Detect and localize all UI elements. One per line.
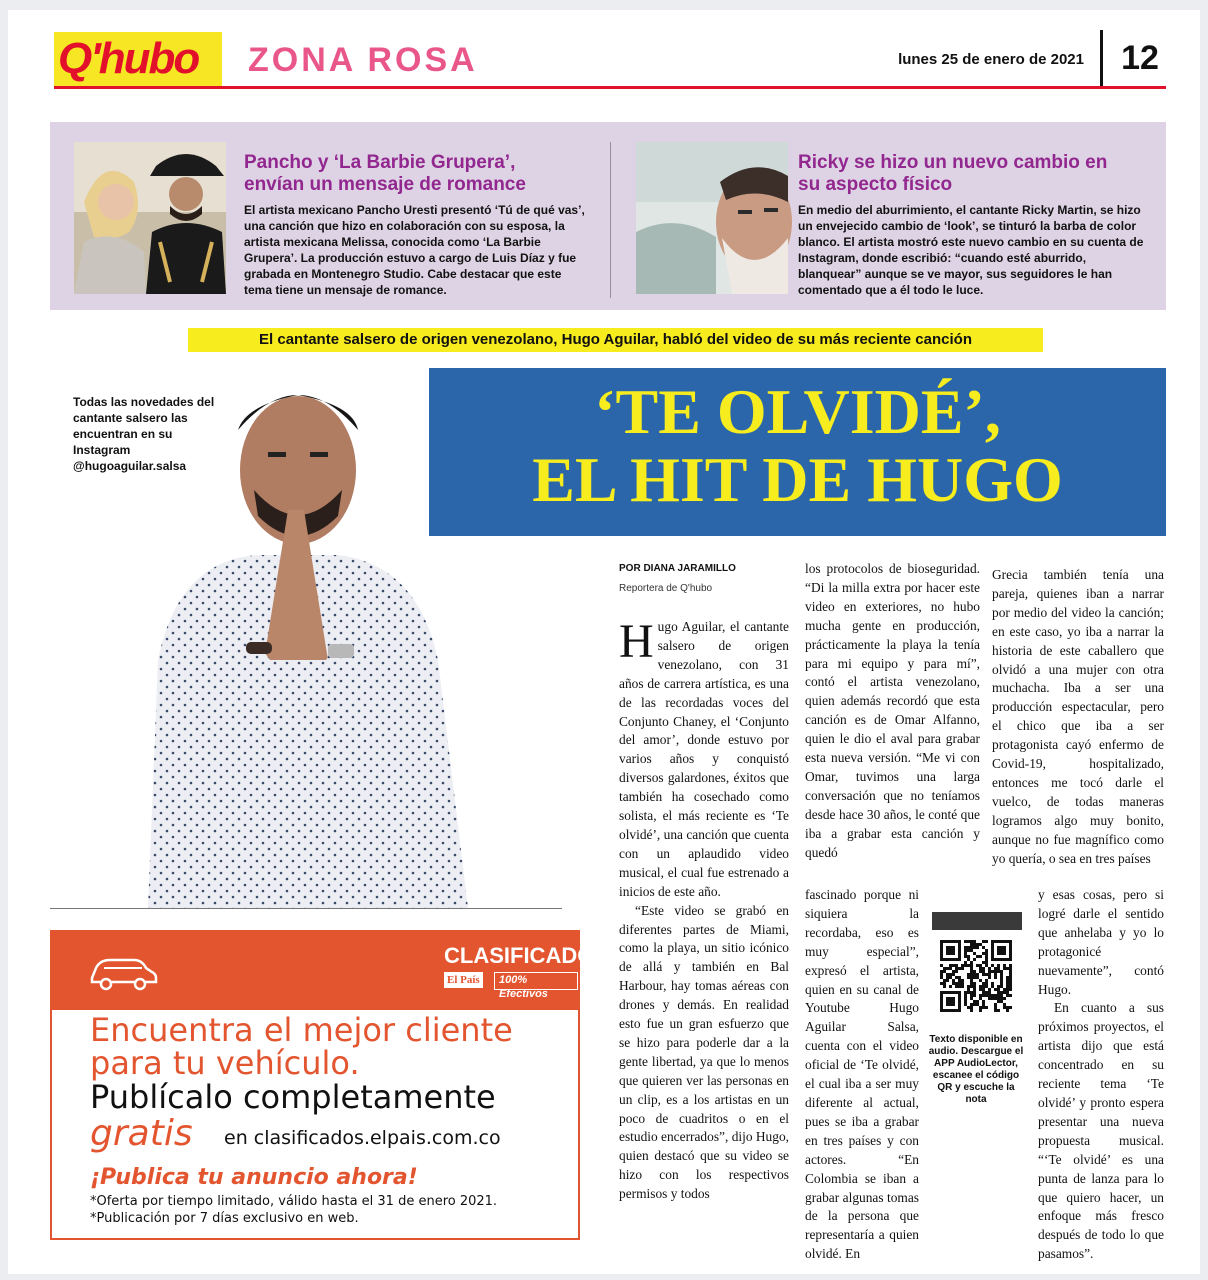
ricky-martin-photo bbox=[636, 142, 788, 294]
headline-box bbox=[429, 368, 1166, 536]
qr-header-bar bbox=[932, 912, 1022, 930]
ad-url[interactable]: en clasificados.elpais.com.co bbox=[224, 1127, 501, 1149]
qhubo-logo bbox=[54, 32, 222, 86]
briefs-divider bbox=[610, 142, 611, 298]
headline-line-2: EL HIT DE HUGO bbox=[532, 444, 1063, 515]
ad-brand-tagline: 100% Efectivos bbox=[494, 972, 578, 990]
headline-line-1: ‘TE OLVIDÉ’, bbox=[594, 376, 1001, 447]
ad-subheadline: Publícalo completamente bbox=[90, 1078, 496, 1116]
article-column-2-top bbox=[805, 560, 980, 888]
brief-2-text: En medio del aburrimiento, el cantante Ricky Martin, se hizo un envejecido cambio de ‘look’, se tinturó la barba de color blanco. El artista mostró este nuevo cambio en su cuenta de Instagram, donde escribió: “cuando esté aburrido, blanquear” aunque se ve mayor, sus seguidores le han comentado que a él todo le luce. bbox=[798, 203, 1144, 297]
newspaper-page bbox=[8, 10, 1200, 1274]
photo-caption: Todas las novedades del cantante salsero las encuentran en su Instagram @hugoaguilar.salsa bbox=[73, 395, 215, 473]
article-paragraph: y esas cosas, pero si logré darle el sentido que anhelaba y yo lo protagonicé nuevamente”, contó Hugo. bbox=[1038, 887, 1164, 997]
news-briefs-box bbox=[50, 122, 1166, 310]
qr-code[interactable] bbox=[940, 940, 1012, 1012]
ad-brand-elpais: El País bbox=[444, 972, 483, 988]
byline-name: POR DIANA JARAMILLO bbox=[619, 563, 736, 574]
brief-1-text: El artista mexicano Pancho Uresti presentó ‘Tú de qué vas’, una canción que hizo en colaboración con su esposa, la artista mexicana Melissa, conocida como ‘La Barbie Grupera’. La producción estuvo a cargo de Luis Díaz y fue grabada en Montenegro Studio. Cabe destacar que este tema tiene un mensaje de romance. bbox=[244, 203, 585, 297]
ad-headline: Encuentra el mejor cliente para tu vehículo. bbox=[90, 1011, 513, 1082]
article-paragraph: Grecia también tenía una pareja, quienes iban a narrar por medio del video la canción; en este caso, yo iba a narrar la historia de este caballero que olvidó a una mujer con otra muchacha. Iba a ser una producción espectacular, pero el chico que iba a ser protagonista cayó enfermo de Covid-19, hospitalizado, entonces me tocó darle el vuelco, de todas maneras logramos algo muy bonito, aunque no fue magnífico como yo quería, o sea en tres países bbox=[992, 567, 1164, 866]
logo-text: Q'hubo bbox=[58, 34, 199, 83]
ad-footnote-2: *Publicación por 7 días exclusivo en web. bbox=[90, 1211, 359, 1226]
ad-footnote-1: *Oferta por tiempo limitado, válido hasta el 31 de enero 2021. bbox=[90, 1194, 498, 1209]
audio-note-text: Texto disponible en audio. Descargue el APP AudioLector, escanee el código QR y escuche la nota bbox=[928, 1034, 1024, 1105]
header-rule bbox=[54, 86, 1166, 89]
article-column-2-bottom bbox=[805, 886, 919, 1262]
ad-call-to-action: ¡Publica tu anuncio ahora! bbox=[90, 1165, 418, 1190]
brief-1-title: Pancho y ‘La Barbie Grupera’, envían un mensaje de romance bbox=[244, 152, 526, 195]
headline bbox=[429, 378, 1166, 514]
page-number: 12 bbox=[1121, 39, 1159, 77]
article-column-3-bottom bbox=[1038, 886, 1164, 1262]
byline-role: Reportera de Q'hubo bbox=[619, 583, 713, 594]
kicker-line: El cantante salsero de origen venezolano, Hugo Aguilar, habló del video de su más reciente canción bbox=[188, 328, 1043, 352]
article-paragraph: “Este video se grabó en diferentes partes de Miami, como la playa, un sitio icónico de allá y también en Bal Harbour, hay tomas aéreas con drones y demás. En realidad esto fue un gran esfuerzo que se hizo para poderle dar a la gente libertad, ya que lo menos que quieren ver las personas en un clip, es a los artistas en un poco de cuadritos o en el estudio encerrados”, dijo Hugo, quien destacó que su video se hizo con los respectivos permisos y todos bbox=[619, 902, 789, 1202]
ad-brand: CLASIFICADOS bbox=[444, 943, 609, 968]
drop-cap: H bbox=[619, 615, 654, 668]
section-title: ZONA ROSA bbox=[248, 41, 478, 79]
classifieds-ad[interactable] bbox=[50, 930, 609, 1240]
photo-bottom-rule bbox=[50, 908, 562, 909]
car-icon bbox=[86, 952, 160, 992]
ad-banner bbox=[52, 932, 609, 1010]
article-paragraph: En cuanto a sus próximos proyectos, el artista dijo que está concentrado en su reciente tema ‘Te olvidé’ y pronto espera presentar una nueva propuesta musical. “‘Te olvidé’ es una punta de lanza para lo que quiero hacer, un enfoque más fresco después de todo lo que pasamos”. bbox=[1038, 1000, 1164, 1262]
brief-2-title: Ricky se hizo un nuevo cambio en su aspecto físico bbox=[798, 152, 1108, 195]
article-column-3-top bbox=[992, 566, 1164, 886]
pancho-barbie-photo bbox=[74, 142, 226, 294]
article-paragraph: los protocolos de bioseguridad. “Di la milla extra por hacer este video en exteriores, no hubo mucha gente en producción, prácticamente la playa la tenía para mi equipo y para mí”, contó el artista venezolano, quien además recordó que esta canción es de Omar Alfanno, quien le dio el aval para grabar esta nueva versión. “Me vi con Omar, tuvimos una larga conversación que no teníamos desde hace 30 años, le conté que iba a grabar esta canción y quedó bbox=[805, 561, 980, 860]
article-paragraph: ugo Aguilar, el cantante salsero de origen venezolano, con 31 años de carrera artística, es una de las recordadas voces del Conjunto Chaney, el ‘Conjunto del amor’, donde estuvo por varios años y conquistó diversos galardones, éxitos que también ha cosechado como solista, el más reciente es ‘Te olvidé’, una canción que cuenta con un aplaudido video musical, el cual fue estrenado a inicios de este año. bbox=[619, 619, 789, 899]
issue-date: lunes 25 de enero de 2021 bbox=[898, 51, 1084, 68]
ad-gratis: gratis bbox=[90, 1113, 193, 1154]
article-column-1 bbox=[619, 615, 789, 1240]
header-divider bbox=[1100, 30, 1103, 86]
article-paragraph: fascinado porque ni siquiera la recordaba, eso es muy especial”, expresó el artista, quien en su canal de Youtube Hugo Aguilar Salsa, cuenta con el video oficial de ‘Te olvidé, el cual iba a ser muy diferente al actual, pues se iba a grabar en tres países y con actores. “En Colombia se iban a grabar algunas tomas de la persona que representaría a quien olvidé. En bbox=[805, 887, 919, 1262]
